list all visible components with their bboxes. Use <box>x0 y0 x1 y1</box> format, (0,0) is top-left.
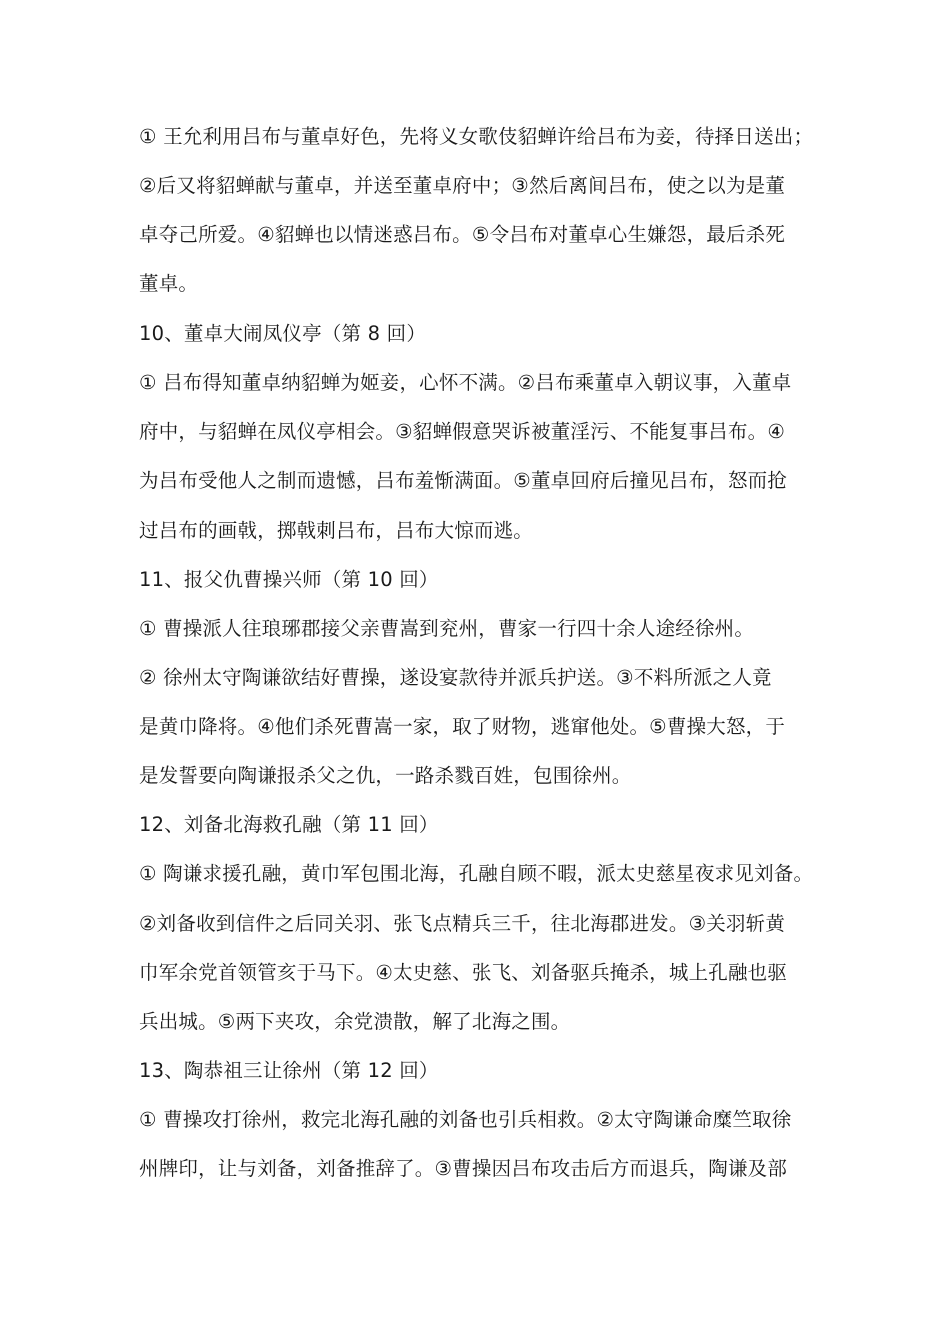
paragraph-line: 巾军余党首领管亥于马下。④太史慈、张飞、刘备驱兵掩杀，城上孔融也驱 <box>139 961 788 984</box>
paragraph-line: ① 吕布得知董卓纳貂蝉为姬妾，心怀不满。②吕布乘董卓入朝议事，入董卓 <box>139 371 792 394</box>
paragraph-line: 为吕布受他人之制而遗憾，吕布羞惭满面。⑤董卓回府后撞见吕布，怒而抢 <box>139 469 788 492</box>
section-heading: 12、刘备北海救孔融（第 11 回） <box>139 813 439 836</box>
paragraph-line: ① 曹操派人往琅琊郡接父亲曹嵩到兖州，曹家一行四十余人途经徐州。 <box>139 617 755 640</box>
paragraph-line: 是发誓要向陶谦报杀父之仇，一路杀戮百姓，包围徐州。 <box>139 764 632 787</box>
paragraph-line: 董卓。 <box>139 272 199 295</box>
paragraph-line: ②后又将貂蝉献与董卓，并送至董卓府中；③然后离间吕布，使之以为是董 <box>139 174 786 197</box>
paragraph-line: ① 王允利用吕布与董卓好色，先将义女歌伎貂蝉许给吕布为妾，待择日送出； <box>139 125 814 148</box>
paragraph-line: 是黄巾降将。④他们杀死曹嵩一家，取了财物，逃窜他处。⑤曹操大怒，于 <box>139 715 786 738</box>
paragraph-line: 卓夺己所爱。④貂蝉也以情迷惑吕布。⑤令吕布对董卓心生嫌怨，最后杀死 <box>139 223 786 246</box>
section-heading: 11、报父仇曹操兴师（第 10 回） <box>139 568 439 591</box>
paragraph-line: 兵出城。⑤两下夹攻，余党溃散，解了北海之围。 <box>139 1010 571 1033</box>
paragraph-line: 州牌印，让与刘备，刘备推辞了。③曹操因吕布攻击后方而退兵，陶谦及部 <box>139 1157 788 1180</box>
paragraph-line: 过吕布的画戟，掷戟刺吕布，吕布大惊而逃。 <box>139 519 534 542</box>
section-heading: 10、董卓大闹凤仪亭（第 8 回） <box>139 322 427 345</box>
paragraph-line: ① 曹操攻打徐州，救完北海孔融的刘备也引兵相救。②太守陶谦命糜竺取徐 <box>139 1108 792 1131</box>
section-heading: 13、陶恭祖三让徐州（第 12 回） <box>139 1059 439 1082</box>
paragraph-line: ②刘备收到信件之后同关羽、张飞点精兵三千，往北海郡进发。③关羽斩黄 <box>139 912 786 935</box>
paragraph-line: 府中，与貂蝉在凤仪亭相会。③貂蝉假意哭诉被董淫污、不能复事吕布。④ <box>139 420 786 443</box>
paragraph-line: ① 陶谦求援孔融，黄巾军包围北海，孔融自顾不暇，派太史慈星夜求见刘备。 <box>139 862 814 885</box>
paragraph-line: ② 徐州太守陶谦欲结好曹操，遂设宴款待并派兵护送。③不料所派之人竟 <box>139 666 772 689</box>
